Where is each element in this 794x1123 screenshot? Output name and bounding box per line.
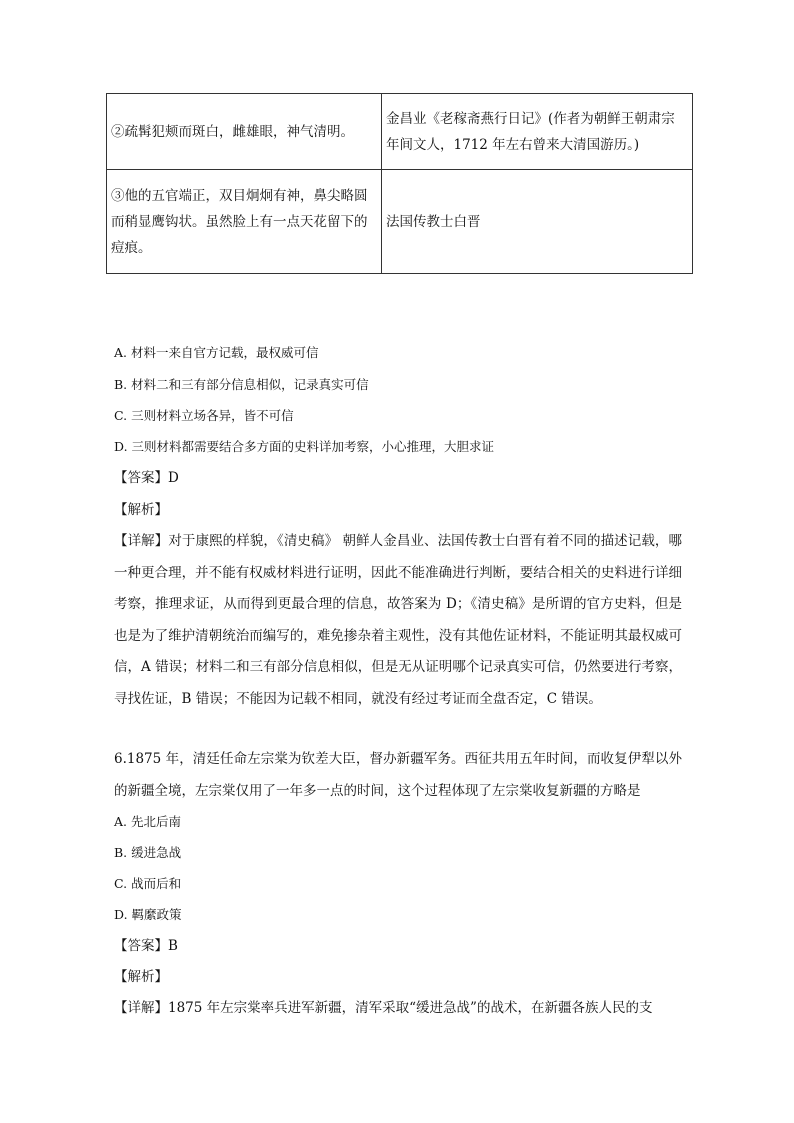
q6-option-a: A. 先北后南 [114,814,181,829]
q6-stem: 6.1875 年，清廷任命左宗棠为钦差大臣，督办新疆军务。西征共用五年时间，而收复伊犁以外的新疆全境，左宗棠仅用了一年多一点的时间，这个过程体现了左宗棠收复新疆的方略是 [114,751,682,799]
q6-option-c: C. 战而后和 [114,876,182,891]
q6-analysis-label: 【解析】 [114,969,168,985]
q5-analysis-label: 【解析】 [114,502,168,518]
q6-option-d: D. 羁縻政策 [114,907,182,922]
table-cell-description: ③他的五官端正，双目炯炯有神，鼻尖略圆而稍显鹰钩状。虽然脸上有一点天花留下的痘痕。 [107,170,382,274]
table-cell-source: 法国传教士白晋 [382,170,693,274]
q5-answer: 【答案】D [114,470,179,486]
q6-detail: 【详解】1875 年左宗棠率兵进军新疆，清军采取“缓进急战”的战术，在新疆各族人民的支 [114,1000,653,1016]
q6-answer: 【答案】B [114,938,178,954]
table-cell-description: ②疏髯犯颊而斑白，雌雄眼，神气清明。 [107,94,382,170]
q5-option-a: A. 材料一来自官方记载，最权威可信 [114,345,319,360]
q5-detail: 【详解】对于康熙的样貌，《清史稿》 朝鲜人金昌业、法国传教士白晋有着不同的描述记载，哪一种更合理，并不能有权威材料进行证明，因此不能准确进行判断，要结合相关的史料进行详细考察，推理求证，从而得到更最合理的信息，故答案为 D；《清史稿》是所谓的官方史料，但是也是为了维护清朝统治而编写的，难免掺杂着主观性，没有其他佐证材料，不能证明其最权威可信，A 错误；材料二和三有部分信息相似，但是无从证明哪个记录真实可信，仍然要进行考察，寻找佐证，B 错误；不能因为记载不相同，就没有经过考证而全盘否定，C 错误。 [114,533,682,707]
table-row [107,170,693,274]
table-cell-source: 金昌业《老稼斋燕行日记》(作者为朝鲜王朝肃宗年间文人，1712 年左右曾来大清国游历。) [382,94,693,170]
q5-option-b: B. 材料二和三有部分信息相似，记录真实可信 [114,377,369,392]
q5-option-c: C. 三则材料立场各异，皆不可信 [114,408,294,423]
q5-option-d: D. 三则材料都需要结合多方面的史料详加考察，小心推理，大胆求证 [114,439,495,454]
table-row [107,94,693,170]
source-table [106,93,693,274]
q6-option-b: B. 缓进急战 [114,845,182,860]
